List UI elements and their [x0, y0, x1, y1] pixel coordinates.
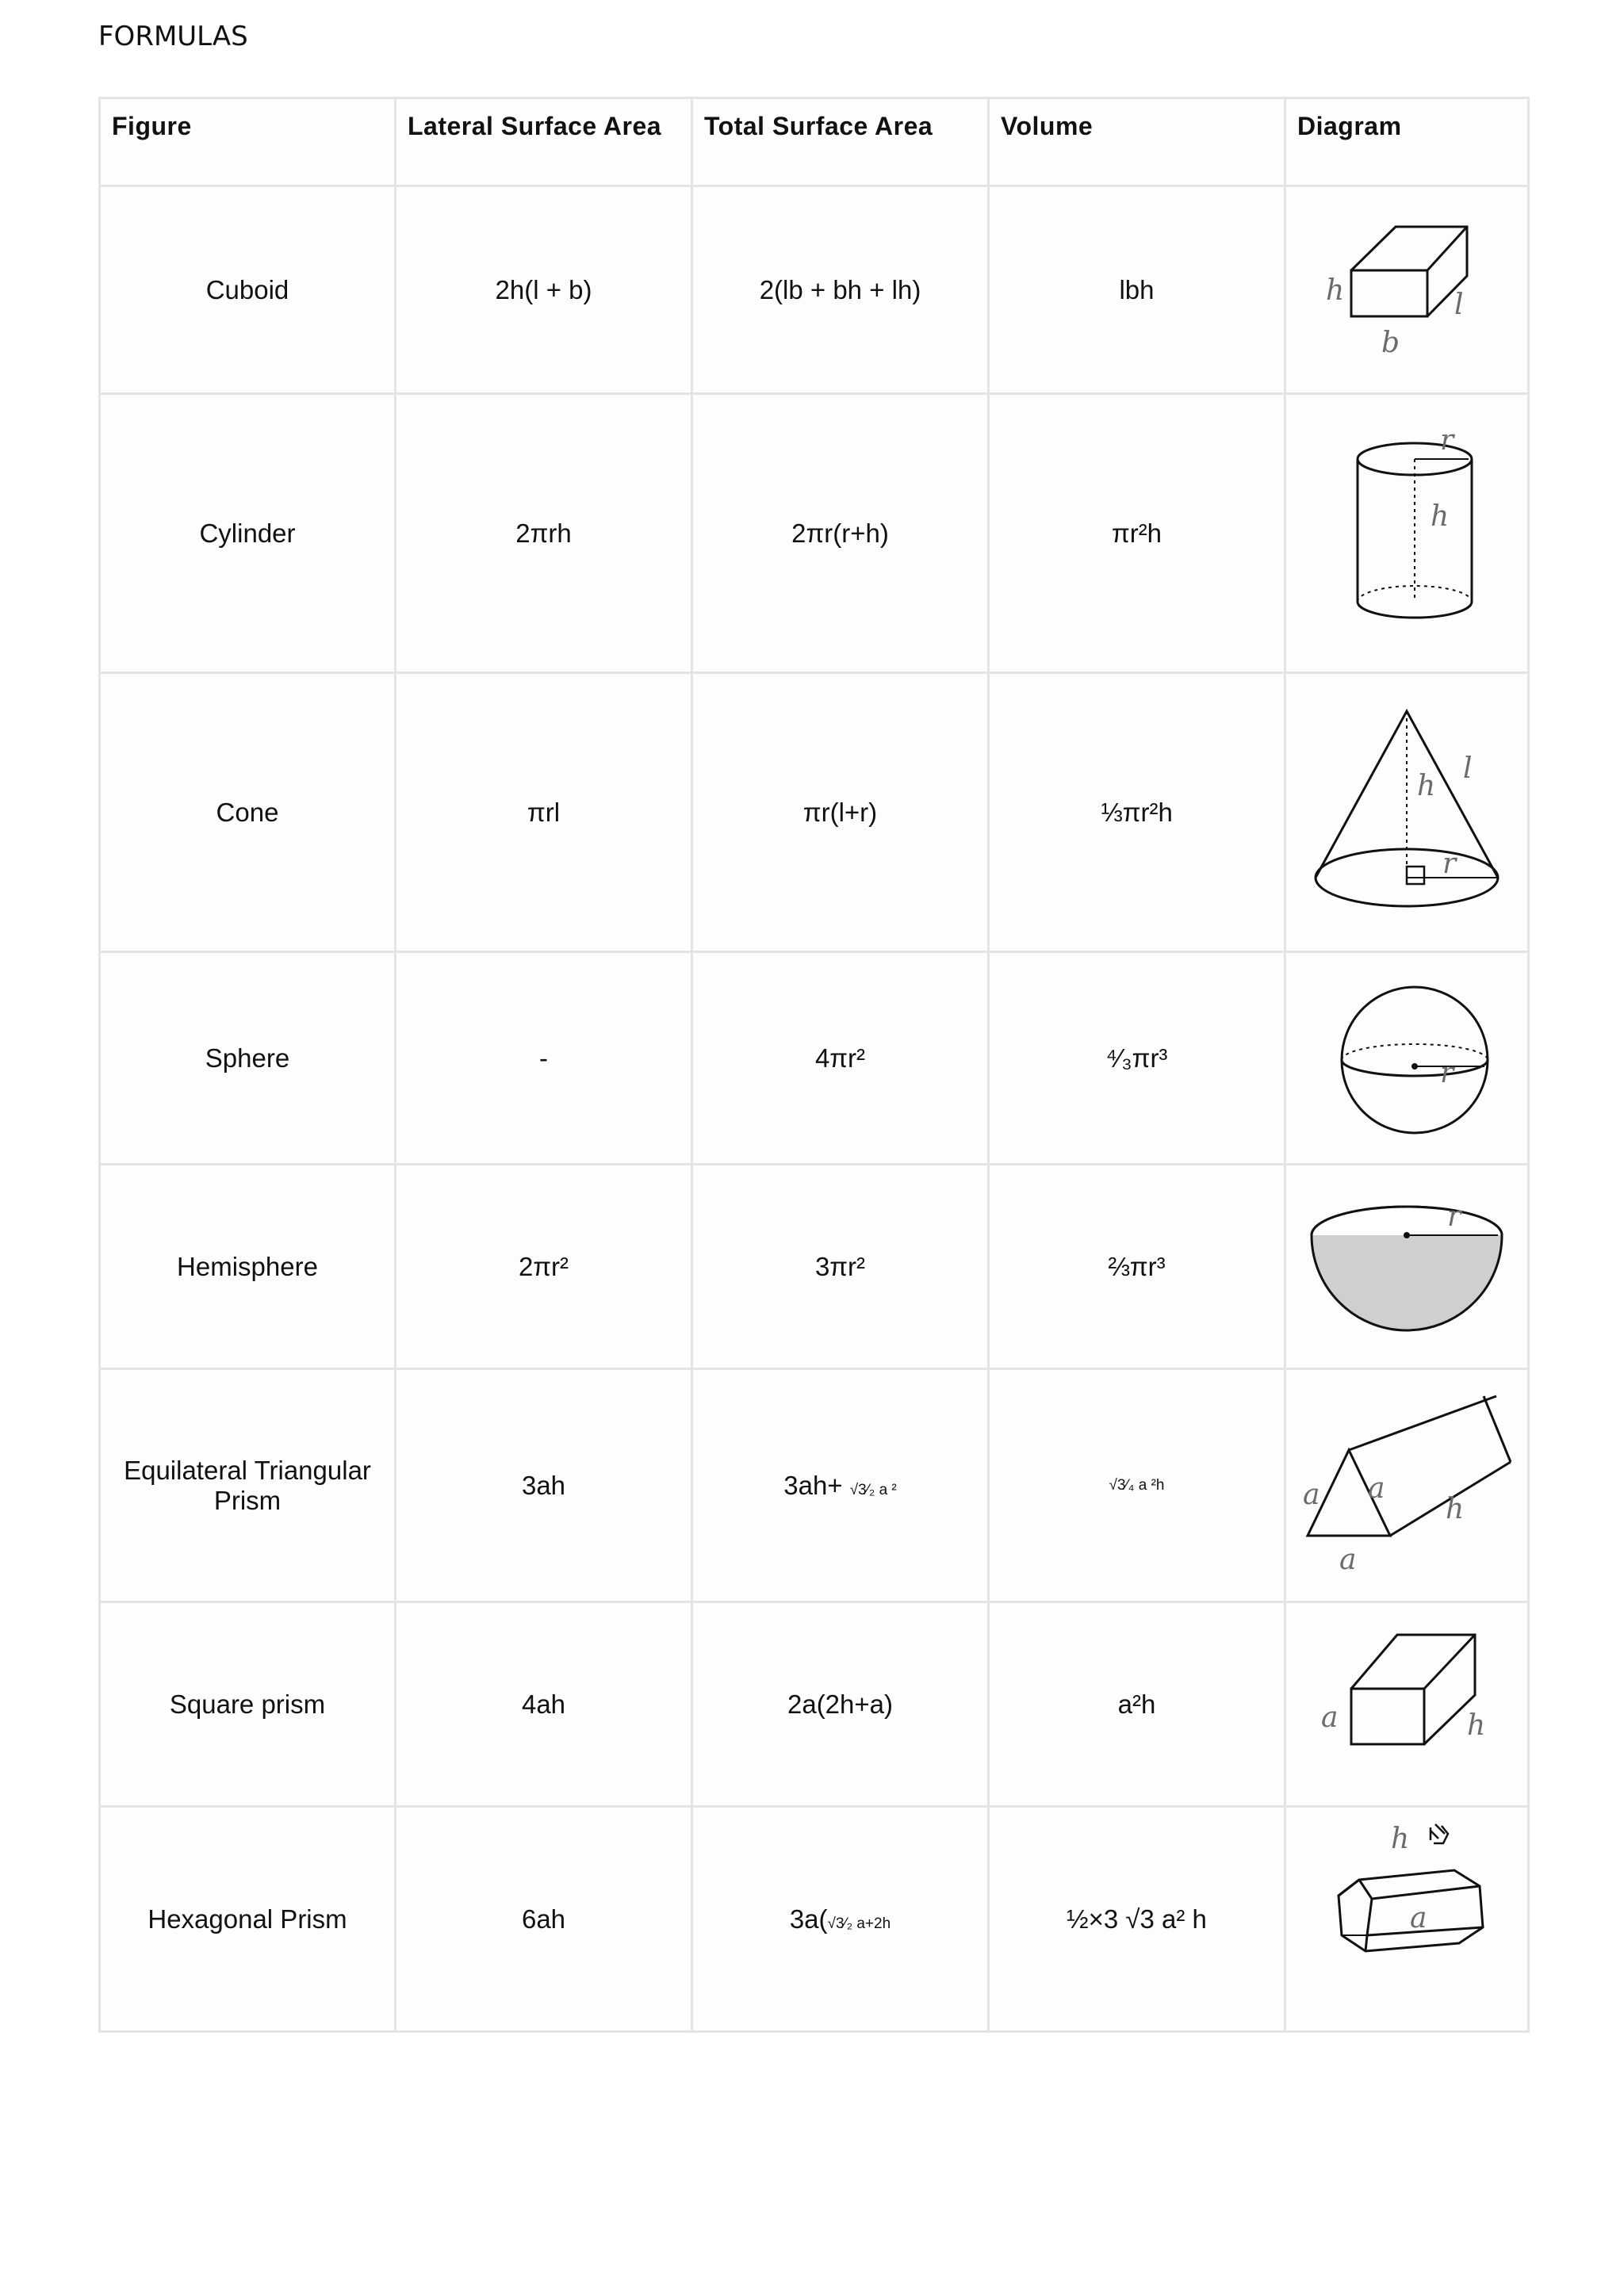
hexagonal-prism-diagram-icon [1304, 1816, 1510, 2022]
volume-small: √3⁄₄ a ²h [1109, 1476, 1165, 1494]
diagram-cell [1285, 952, 1529, 1165]
figure-name: Cylinder [100, 394, 396, 673]
label-l: l [1463, 752, 1473, 785]
header-volume: Volume [989, 98, 1285, 186]
volume: a²h [989, 1602, 1285, 1807]
label-h: h [1431, 499, 1450, 533]
table-row [100, 1602, 1529, 1807]
total-small: √3⁄₂ a+2h [827, 1915, 891, 1932]
diagram-cell [1285, 673, 1529, 952]
volume: ⅓πr²h [989, 673, 1285, 952]
cone-diagram-icon [1300, 694, 1514, 932]
label-b: b [1381, 326, 1400, 359]
table-header-row [100, 98, 1529, 186]
header-lateral-surface-area: Lateral Surface Area [396, 98, 692, 186]
total-surface-area: 2πr(r+h) [692, 394, 989, 673]
total-surface-area: 2a(2h+a) [692, 1602, 989, 1807]
total-surface-area: 3πr² [692, 1165, 989, 1369]
lateral-surface-area: 2πrh [396, 394, 692, 673]
table-row [100, 1165, 1529, 1369]
table-row [100, 394, 1529, 673]
diagram-cell [1285, 1602, 1529, 1807]
label-a-left: a [1303, 1478, 1320, 1511]
volume [989, 1369, 1285, 1602]
label-r: r [1447, 1200, 1461, 1233]
total-main: 3ah+ [783, 1470, 843, 1500]
volume: πr²h [989, 394, 1285, 673]
table-row [100, 186, 1529, 394]
diagram-cell [1285, 1165, 1529, 1369]
volume: ½×3 √3 a² h [989, 1807, 1285, 2032]
lateral-surface-area: 2πr² [396, 1165, 692, 1369]
diagram-cell [1285, 1807, 1529, 2032]
total-surface-area [692, 1807, 989, 2032]
header-figure: Figure [100, 98, 396, 186]
lateral-surface-area: 4ah [396, 1602, 692, 1807]
figure-name: Sphere [100, 952, 396, 1165]
label-a: a [1321, 1701, 1339, 1734]
label-h: h [1417, 769, 1436, 802]
label-r: r [1440, 423, 1454, 457]
volume: lbh [989, 186, 1285, 394]
square-prism-diagram-icon [1304, 1617, 1510, 1792]
lateral-surface-area: πrl [396, 673, 692, 952]
figure-name: Hexagonal Prism [100, 1807, 396, 2032]
total-main: 3a( [789, 1904, 828, 1934]
label-h: h [1467, 1709, 1486, 1742]
total-surface-area: 2(lb + bh + lh) [692, 186, 989, 394]
table-row [100, 1807, 1529, 2032]
label-h: h [1446, 1492, 1465, 1525]
page-title: FORMULAS [98, 21, 248, 52]
label-a-right: a [1368, 1471, 1385, 1505]
volume: ⅔πr³ [989, 1165, 1285, 1369]
label-r: r [1440, 1056, 1454, 1089]
figure-name: Cuboid [100, 186, 396, 394]
lateral-surface-area: - [396, 952, 692, 1165]
sphere-diagram-icon [1304, 971, 1510, 1146]
figure-name: Square prism [100, 1602, 396, 1807]
label-h: h [1326, 274, 1345, 307]
diagram-cell [1285, 186, 1529, 394]
table-row [100, 1369, 1529, 1602]
figure-name: Cone [100, 673, 396, 952]
diagram-cell [1285, 1369, 1529, 1602]
label-r: r [1442, 847, 1457, 880]
volume: ⁴⁄₃πr³ [989, 952, 1285, 1165]
lateral-surface-area: 6ah [396, 1807, 692, 2032]
header-diagram: Diagram [1285, 98, 1529, 186]
label-l: l [1454, 288, 1464, 321]
figure-name: Hemisphere [100, 1165, 396, 1369]
table-row [100, 673, 1529, 952]
table-row [100, 952, 1529, 1165]
label-a: a [1410, 1901, 1427, 1934]
figure-name: Equilateral Triangular Prism [100, 1369, 396, 1602]
hemisphere-diagram-icon [1300, 1180, 1514, 1354]
lateral-surface-area: 2h(l + b) [396, 186, 692, 394]
diagram-cell [1285, 394, 1529, 673]
label-h: h [1391, 1822, 1410, 1855]
triangular-prism-diagram-icon [1300, 1387, 1514, 1585]
lateral-surface-area: 3ah [396, 1369, 692, 1602]
total-small: √3⁄₂ a ² [849, 1481, 897, 1498]
cursor-hand-icon [1431, 1824, 1448, 1843]
total-surface-area [692, 1369, 989, 1602]
cylinder-diagram-icon [1304, 423, 1510, 645]
header-total-surface-area: Total Surface Area [692, 98, 989, 186]
total-surface-area: πr(l+r) [692, 673, 989, 952]
formulas-table [98, 97, 1530, 2033]
label-a-bottom: a [1339, 1543, 1357, 1576]
cuboid-diagram-icon [1304, 203, 1510, 377]
total-surface-area: 4πr² [692, 952, 989, 1165]
